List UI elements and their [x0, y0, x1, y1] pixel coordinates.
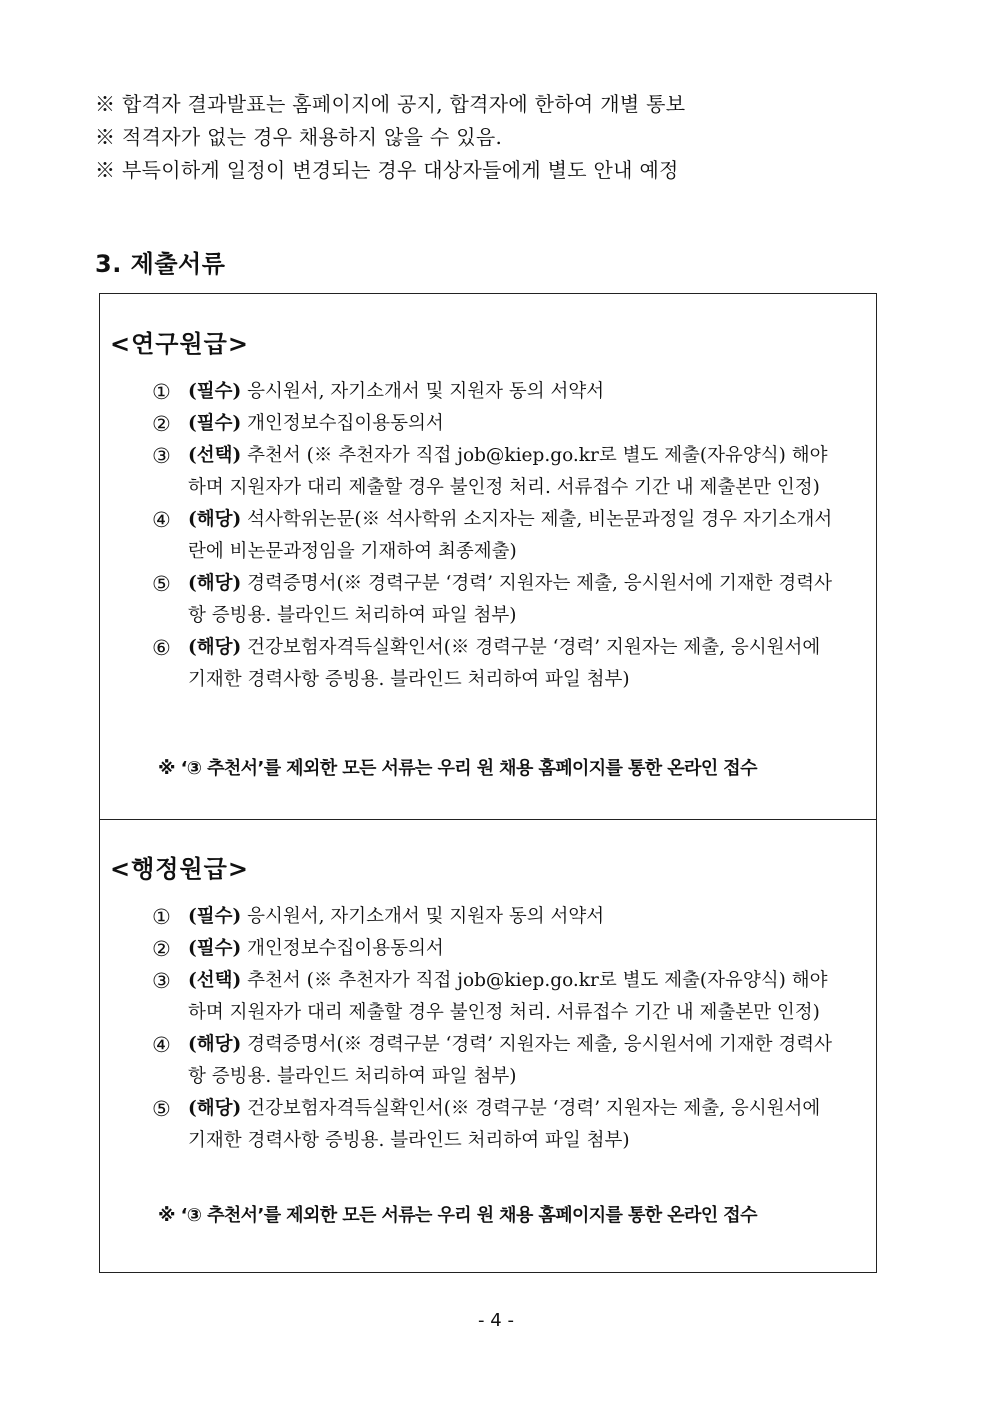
list-item: [152, 632, 842, 696]
list-item: [152, 901, 842, 933]
item-text: 경력증명서(※ 경력구분 ‘경력’ 지원자는 제출, 응시원서에 기재한 경력사항 증빙용. 블라인드 처리하여 파일 첨부): [188, 573, 833, 626]
item-tag: (해당): [188, 509, 242, 530]
item-tag: (해당): [188, 573, 242, 594]
item-tag: (해당): [188, 637, 242, 658]
item-tag: (선택): [188, 970, 242, 991]
notice-list: [95, 88, 895, 187]
item-text: 개인정보수집이용동의서: [241, 413, 444, 434]
list-item: [152, 408, 842, 440]
item-number: ②: [152, 412, 171, 436]
item-number: ①: [152, 380, 171, 404]
item-number: ⑤: [152, 1097, 171, 1121]
item-number: ①: [152, 905, 171, 929]
notice-schedule-change: ※ 부득이하게 일정이 변경되는 경우 대상자들에게 별도 안내 예정: [95, 158, 679, 182]
item-number: ⑥: [152, 636, 171, 660]
panel-title: <행정원급>: [110, 855, 249, 883]
item-tag: (해당): [188, 1034, 242, 1055]
item-text: 건강보험자격득실확인서(※ 경력구분 ‘경력’ 지원자는 제출, 응시원서에 기재한 경력사항 증빙용. 블라인드 처리하여 파일 첨부): [188, 637, 821, 690]
item-tag: (필수): [188, 938, 242, 959]
item-text: 추천서 (※ 추천자가 직접 job@kiep.go.kr로 별도 제출(자유양식) 해야 하며 지원자가 대리 제출할 경우 불인정 처리. 서류접수 기간 내 제출본만 인정): [188, 970, 828, 1023]
item-text: 응시원서, 자기소개서 및 지원자 동의 서약서: [241, 906, 605, 927]
item-text: 개인정보수집이용동의서: [241, 938, 444, 959]
online-submission-note: ※ ‘③ 추천서’를 제외한 모든 서류는 우리 원 채용 홈페이지를 통한 온라인 접수: [158, 1205, 757, 1226]
online-submission-note: ※ ‘③ 추천서’를 제외한 모든 서류는 우리 원 채용 홈페이지를 통한 온라인 접수: [158, 758, 757, 779]
item-text: 응시원서, 자기소개서 및 지원자 동의 서약서: [241, 381, 605, 402]
item-tag: (해당): [188, 1098, 242, 1119]
section-title: 3. 제출서류: [95, 250, 226, 278]
list-item: [152, 1093, 842, 1157]
notice-result-announcement: ※ 합격자 결과발표는 홈페이지에 공지, 합격자에 한하여 개별 통보: [95, 92, 686, 116]
list-item: [152, 376, 842, 408]
item-number: ④: [152, 1033, 171, 1057]
item-number: ②: [152, 937, 171, 961]
item-number: ③: [152, 444, 171, 468]
list-item: [152, 1029, 842, 1093]
document-list: [152, 901, 842, 1157]
notice-no-qualified: ※ 적격자가 없는 경우 채용하지 않을 수 있음.: [95, 125, 503, 149]
researcher-panel: [100, 294, 876, 820]
item-text: 건강보험자격득실확인서(※ 경력구분 ‘경력’ 지원자는 제출, 응시원서에 기재한 경력사항 증빙용. 블라인드 처리하여 파일 첨부): [188, 1098, 821, 1151]
item-tag: (필수): [188, 906, 242, 927]
administrative-panel: [100, 819, 876, 1272]
documents-table: [99, 293, 877, 1273]
list-item: [152, 965, 842, 1029]
list-item: [152, 568, 842, 632]
document-list: [152, 376, 842, 696]
item-number: ③: [152, 969, 171, 993]
item-number: ④: [152, 508, 171, 532]
item-tag: (필수): [188, 381, 242, 402]
list-item: [152, 504, 842, 568]
item-text: 석사학위논문(※ 석사학위 소지자는 제출, 비논문과정일 경우 자기소개서란에 비논문과정임을 기재하여 최종제출): [188, 509, 833, 562]
item-text: 추천서 (※ 추천자가 직접 job@kiep.go.kr로 별도 제출(자유양식) 해야 하며 지원자가 대리 제출할 경우 불인정 처리. 서류접수 기간 내 제출본만 인정): [188, 445, 828, 498]
list-item: [152, 933, 842, 965]
panel-title: <연구원급>: [110, 330, 249, 358]
item-tag: (선택): [188, 445, 242, 466]
item-text: 경력증명서(※ 경력구분 ‘경력’ 지원자는 제출, 응시원서에 기재한 경력사항 증빙용. 블라인드 처리하여 파일 첨부): [188, 1034, 833, 1087]
page-number: - 4 -: [478, 1310, 514, 1331]
item-tag: (필수): [188, 413, 242, 434]
item-number: ⑤: [152, 572, 171, 596]
list-item: [152, 440, 842, 504]
